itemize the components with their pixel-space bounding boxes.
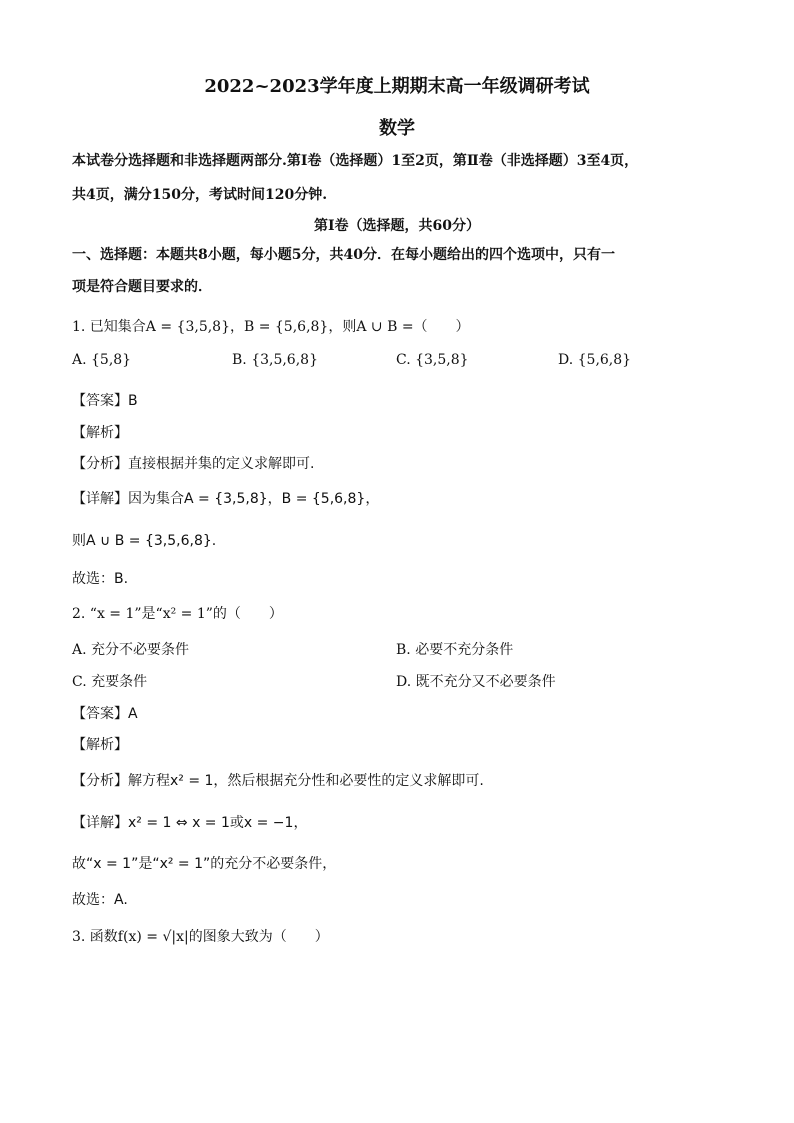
- q1-option-c: C. {3,5,8}: [396, 352, 469, 368]
- q1-option-b: B. {3,5,6,8}: [232, 352, 318, 368]
- part1-heading: 第Ⅰ卷（选择题，共60分）: [313, 218, 481, 234]
- q2-option-d: D. 既不充分又不必要条件: [396, 674, 556, 690]
- q3-stem: 3. 函数f(x) = √|x|的图象大致为（ ）: [72, 929, 329, 945]
- q1-option-d: D. {5,6,8}: [558, 352, 632, 368]
- page-title: 2022~2023学年度上期期末高一年级调研考试: [204, 76, 590, 97]
- q2-option-a: A. 充分不必要条件: [72, 642, 190, 658]
- q2-option-b: B. 必要不充分条件: [396, 642, 514, 658]
- q2-option-c: C. 充要条件: [72, 674, 148, 690]
- q2-analysis-tag: 【解析】: [72, 737, 128, 753]
- intro-line-1: 本试卷分选择题和非选择题两部分.第Ⅰ卷（选择题）1至2页，第Ⅱ卷（非选择题）3至4页，: [72, 153, 639, 169]
- q1-detail: 【详解】因为集合A = {3,5,8}，B = {5,6,8}，: [72, 491, 380, 507]
- q1-stem: 1. 已知集合A = {3,5,8}，B = {5,6,8}，则A ∪ B =（ ）: [72, 319, 470, 335]
- intro-line-2: 共4页，满分150分，考试时间120分钟.: [72, 187, 328, 203]
- q2-detail: 【详解】x² = 1 ⇔ x = 1或x = −1，: [72, 815, 308, 831]
- q1-choice: 故选：B.: [72, 571, 129, 587]
- q1-answer: 【答案】B: [72, 393, 138, 409]
- section1-line-1: 一、选择题：本题共8小题，每小题5分，共40分．在每小题给出的四个选项中，只有一: [72, 247, 615, 263]
- q2-stem: 2. “x = 1”是“x² = 1”的（ ）: [72, 606, 283, 622]
- q2-answer: 【答案】A: [72, 706, 138, 722]
- subject-title: 数学: [379, 118, 415, 139]
- q2-conclusion: 故“x = 1”是“x² = 1”的充分不必要条件，: [72, 856, 337, 872]
- q1-analysis-tag: 【解析】: [72, 425, 128, 441]
- q1-analysis: 【分析】直接根据并集的定义求解即可.: [72, 456, 315, 472]
- section1-line-2: 项是符合题目要求的．: [72, 279, 212, 295]
- q2-choice: 故选：A.: [72, 892, 128, 908]
- q1-result: 则A ∪ B = {3,5,6,8}.: [72, 533, 217, 549]
- q2-analysis: 【分析】解方程x² = 1，然后根据充分性和必要性的定义求解即可.: [72, 773, 484, 789]
- q1-option-a: A. {5,8}: [72, 352, 132, 368]
